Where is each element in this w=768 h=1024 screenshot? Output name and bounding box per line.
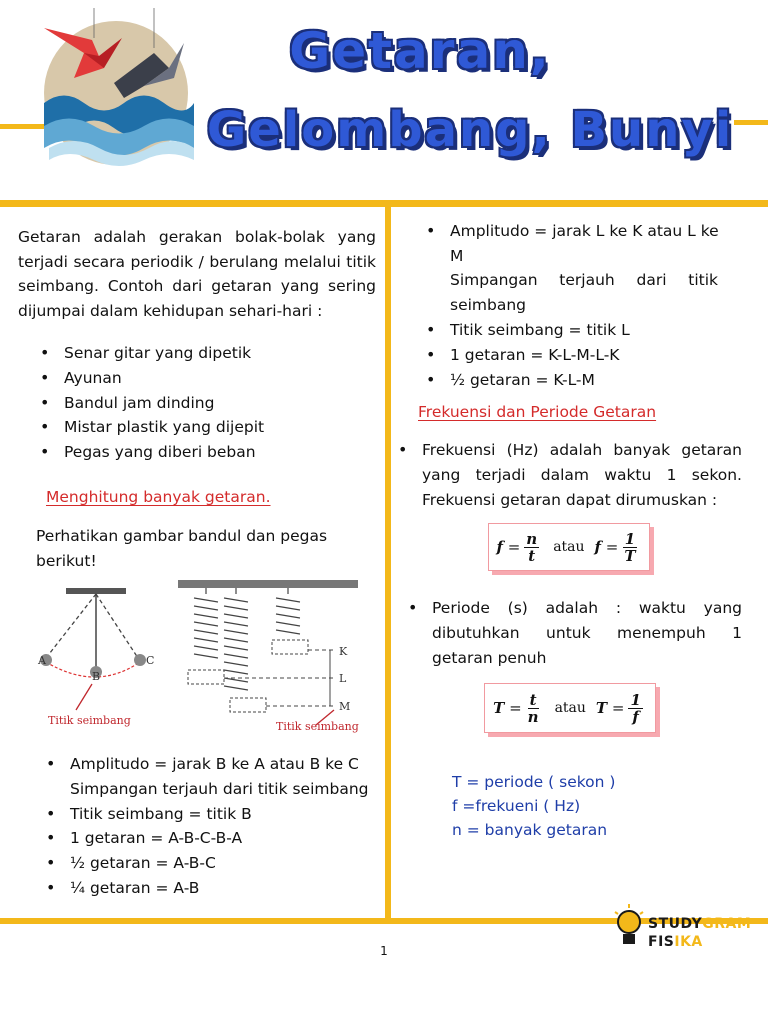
spring-figure [178, 580, 358, 740]
list-item: • Frekuensi (Hz) adalah banyak getaran yang terjadi dalam waktu 1 sekon. Frekuensi getaran dapat dirumuskan : [398, 438, 742, 512]
list-item: • Amplitudo = jarak B ke A atau B ke C Simpangan terjauh dari titik seimbang [46, 752, 376, 802]
formula-atau: atau [553, 539, 585, 555]
numerator: t [529, 690, 537, 709]
fraction [628, 692, 642, 725]
list-item: • Pegas yang diberi beban [40, 440, 370, 465]
formula-symbol: T [493, 699, 505, 717]
formula-equals: = [507, 538, 521, 556]
logo-word: STUDY [648, 916, 703, 932]
denominator: T [624, 546, 636, 565]
header-rule-left [0, 124, 44, 129]
title-line-1: Getaran, [289, 22, 551, 80]
list-item: • Periode (s) adalah : waktu yang dibutuhkan untuk menempuh 1 getaran penuh [408, 596, 742, 670]
examples-list [40, 341, 370, 465]
logo-word: IKA [674, 934, 703, 950]
numerator: 1 [630, 690, 641, 709]
denominator: f [632, 707, 639, 726]
list-item: • Mistar plastik yang dijepit [40, 415, 370, 440]
page-number: 1 [380, 944, 388, 958]
list-item: • Titik seimbang = titik L [426, 318, 722, 343]
frequency-formula [488, 523, 650, 571]
list-item: • Titik seimbang = titik B [46, 802, 376, 827]
spring-amplitude-note: Simpangan terjauh dari titik seimbang [450, 271, 718, 314]
fraction [622, 531, 637, 564]
section-heading-frequency: Frekuensi dan Periode Getaran [418, 403, 657, 421]
formula-equals: = [509, 699, 522, 717]
spring-points-list [426, 219, 722, 269]
label-b: B [92, 670, 101, 683]
denominator: t [528, 546, 536, 565]
section-heading-count: Menghitung banyak getaran. [46, 488, 271, 506]
fraction [524, 531, 539, 564]
logo-line-2 [648, 934, 703, 950]
list-item: • 1 getaran = K-L-M-L-K [426, 343, 722, 368]
list-item: • Senar gitar yang dipetik [40, 341, 370, 366]
denominator: n [527, 707, 539, 726]
frequency-list [398, 438, 742, 512]
formula-symbol: f [496, 538, 503, 556]
label-l: L [339, 672, 347, 685]
numerator: 1 [624, 529, 636, 548]
list-item: • ½ getaran = A-B-C [46, 851, 376, 876]
list-item: • 1 getaran = A-B-C-B-A [46, 826, 376, 851]
label-k: K [339, 645, 348, 658]
legend-n: n = banyak getaran [452, 821, 608, 839]
logo-line-1 [648, 916, 751, 932]
logo-word: GRAM [702, 916, 752, 932]
formula-equals: = [605, 538, 619, 556]
numerator: n [526, 529, 538, 548]
fraction [526, 692, 541, 725]
figure-intro: Perhatikan gambar bandul dan pegas berikut! [36, 527, 328, 570]
period-formula [484, 683, 656, 733]
formula-atau: atau [554, 700, 586, 716]
title-line-2: Gelombang, Bunyi [206, 102, 734, 158]
pendulum-caption: Titik seimbang [48, 714, 131, 727]
frame-top-rule [0, 200, 768, 207]
logo-word: FIS [648, 934, 675, 950]
studygram-logo [612, 898, 762, 958]
list-item: • ½ getaran = K-L-M [426, 368, 722, 393]
list-item: • Bandul jam dinding [40, 391, 370, 416]
lightbulb-icon [612, 902, 646, 958]
list-item: • Amplitudo = jarak L ke K atau L ke M [426, 219, 722, 269]
formula-symbol: f [594, 538, 601, 556]
intro-paragraph: Getaran adalah gerakan bolak-bolak yang terjadi secara periodik / berulang melalui titik seimbang. Contoh dari getaran yang sering dijumpai dalam kehidupan sehari-hari : [18, 228, 376, 320]
formula-equals: = [611, 699, 625, 717]
label-m: M [339, 700, 351, 713]
spring-points-list-cont [426, 318, 722, 392]
list-item: • Ayunan [40, 366, 370, 391]
label-a: A [38, 654, 46, 667]
pendulum-points-list [46, 752, 376, 901]
legend-t: T = periode ( sekon ) [452, 773, 616, 791]
period-list [408, 596, 742, 670]
legend-f: f =frekueni ( Hz) [452, 797, 581, 815]
spring-caption: Titik seimbang [276, 720, 359, 733]
formula-symbol: T [595, 699, 608, 717]
list-item: • ¼ getaran = A-B [46, 876, 376, 901]
label-c: C [146, 654, 155, 667]
frame-column-divider [385, 200, 391, 924]
